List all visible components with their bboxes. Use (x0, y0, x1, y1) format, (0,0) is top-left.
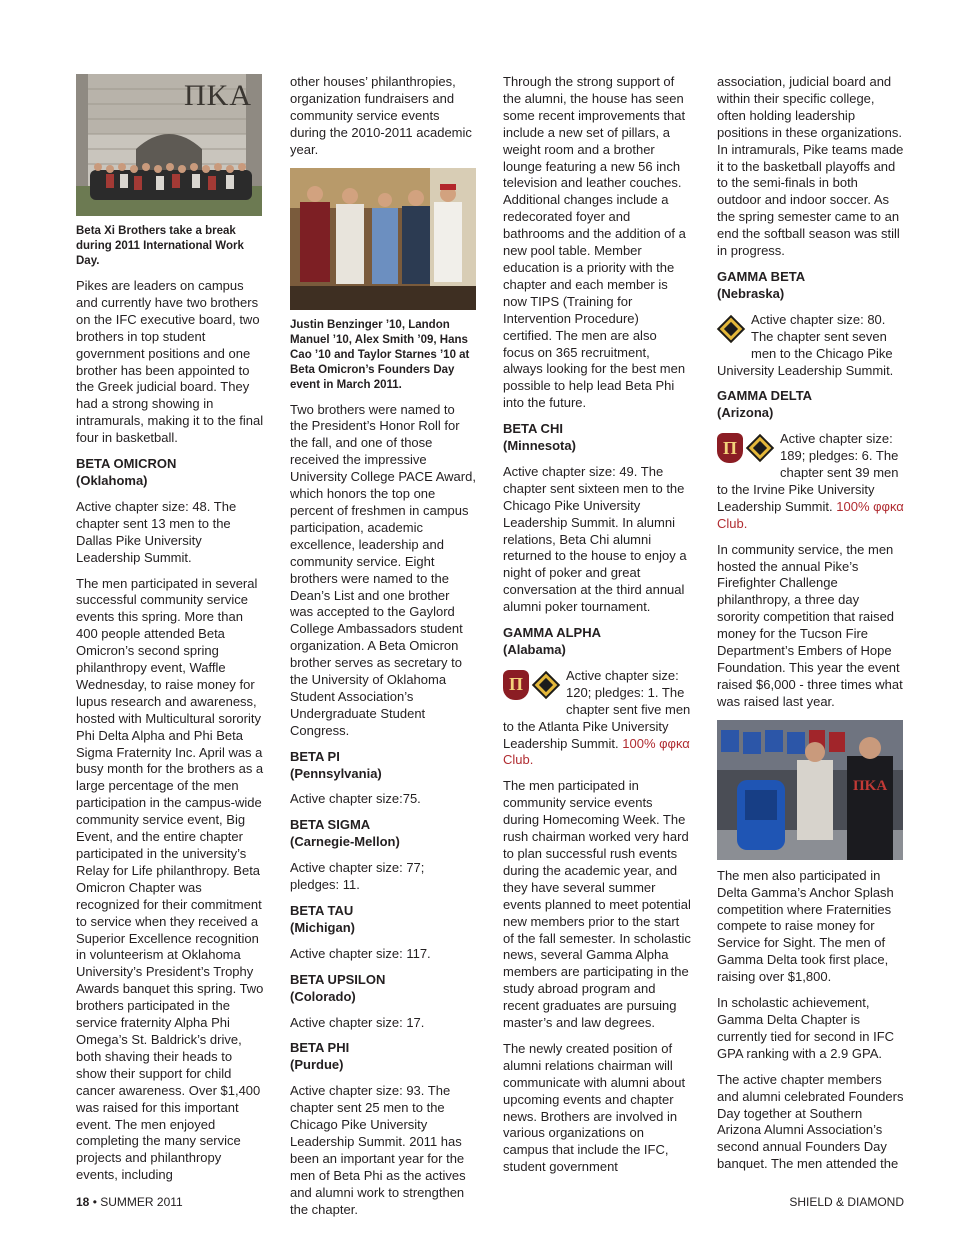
chapter-name: GAMMA DELTA (717, 388, 813, 404)
chapter-text: Active chapter size: 120; pledges: 1. The chapter sent five men to the Atlanta Pike University Leadership Summit. (503, 667, 691, 751)
chapter-heading-beta-pi (290, 749, 476, 783)
chapter-name: BETA TAU (290, 903, 354, 918)
chapter-name: BETA CHI (503, 421, 563, 437)
award-badges (503, 670, 560, 700)
paragraph: Active chapter size: 48. The chapter sent 13 men to the Dallas Pike University Leadership Summit. (76, 498, 237, 565)
chapter-name: BETA PI (290, 748, 340, 764)
photo-shirt-text: ΠΚΑ (853, 777, 888, 794)
diamond-icon (532, 670, 560, 700)
paragraph: association, judicial board and within their specific college, often holding leadership positions in these organizations. In intramurals, Pike teams made it to the basketball playoffs and to the semi-finals in both outdoor and indoor soccer. As the spring semester came to an end the softball season was still in progress. (717, 74, 904, 259)
paragraph: The men participated in community service events during Homecoming Week. The rush chairman worked very hard to plan successful rush events during the academic year, and they have several summer events planned to meet potential new members prior to the start of the fall semester. In scholastic news, several Gamma Alpha members are participating in the study abroad program and recent graduates are pursuing master’s and law degrees. (503, 778, 691, 1031)
paragraph: Active chapter size:75. (290, 791, 421, 807)
page-number: 18 (76, 1195, 90, 1209)
chapter-heading-beta-sigma (290, 817, 476, 851)
diamond-icon (746, 433, 774, 463)
crest-icon: Π (503, 670, 529, 700)
chapter-heading-beta-tau (290, 903, 476, 937)
column-1 (76, 74, 264, 1193)
footer-separator: • (89, 1195, 101, 1209)
chapter-text: Active chapter size: 189; pledges: 6. The chapter sent 39 men to the Irvine Pike University Leadership Summit. (717, 431, 899, 514)
paragraph: Active chapter size: 77; pledges: 11. (290, 860, 425, 893)
chapter-state: (Michigan) (290, 919, 355, 935)
chapter-name: BETA OMICRON (76, 456, 177, 472)
column-4 (717, 74, 905, 1182)
footer-magazine-title: SHIELD & DIAMOND (789, 1195, 904, 1209)
paragraph: Two brothers were named to the President’s Honor Roll for the fall, and one of those received the impressive University College PACE Award, which honors the top one percent of freshmen in campus participation, academic excellence, leadership and community service. Eight brothers were named to the Dean’s List and one brother was accepted to the Gaylord College Ambassadors student organization. A Beta Omicron brother serves as secretary to the University of Oklahoma Student Association’s Undergraduate Student Congress. (290, 401, 476, 738)
chapter-heading-beta-chi (503, 421, 691, 455)
paragraph (717, 312, 905, 380)
club-text: 100% φφκα Club. (717, 498, 904, 531)
paragraph: The active chapter members and alumni celebrated Founders Day together at Southern Arizona Alumni Association’s second annual Founders Day banquet. The men attended the (717, 1071, 904, 1172)
paragraph: The men participated in several successful community service events this spring. More than 400 people attended Beta Omicron’s second spring philanthropy event, Waffle Wednesday, to raise money for lupus research and awareness, hosted with Multicultural sorority Phi Delta Alpha and Phi Beta Sigma Fraternity Inc. April was a busy month for the brothers as a large percentage of the men participation in the campus-wide community service event, Big Event, and the entire chapter participated in the university’s Relay for Life philanthropy. Beta Omicron Chapter was recognized for their commitment to service when they received a Superior Excellence recognition in volunteerism at Oklahoma University’s President’s Trophy Awards banquet this spring. Two brothers participated in the service fraternity Alpha Phi Omega’s St. Baldrick’s drive, both shaving their heads to show their support for child cancer awareness. Over $1,400 was raised for this important event. The men enjoyed completing the many service projects and philanthropy events, including (76, 575, 264, 1183)
chapter-heading-beta-phi (290, 1040, 476, 1074)
paragraph: In community service, the men hosted the annual Pike’s Firefighter Challenge philanthropy, a three day sorority competition that raised money for the Tucson Fire Department’s Embers of Hope Foundation. This year the event raised $6,000 - three times what was raised last year. (717, 541, 903, 709)
photo-caption: Justin Benzinger ’10, Landon Manuel ’10, Alex Smith ’09, Hans Cao ’10 and Taylor Starnes ’10 at Beta Omicron’s Founders Day event in March 2011. (290, 318, 470, 391)
chapter-state: (Minnesota) (503, 438, 576, 454)
chapter-name: GAMMA ALPHA (503, 625, 601, 641)
photo-sign-text: ΠΚΑ (184, 79, 252, 112)
paragraph: Active chapter size: 93. The chapter sent 25 men to the Chicago Pike University Leadership Summit. 2011 has been an important year for the men of Beta Phi as the actives and alumni work to strengthen the chapter. (290, 1083, 466, 1217)
column-2 (290, 74, 476, 1228)
anchor-splash-photo (717, 720, 903, 860)
paragraph: The men also participated in Delta Gamma’s Anchor Splash competition where Fraternities compete to raise money for Service for Sight. The men of Gamma Delta took first place, raising over $1,800. (717, 867, 894, 985)
chapter-text: Active chapter size: 80. The chapter sent seven men to the Chicago Pike University Leadership Summit. (717, 311, 894, 378)
chapter-state: (Carnegie-Mellon) (290, 834, 400, 850)
chapter-state: (Pennsylvania) (290, 765, 382, 781)
issue-label: SUMMER 2011 (100, 1195, 183, 1209)
paragraph: The newly created position of alumni relations chairman will communicate with alumni about upcoming events and chapter news. Brothers are involved in various organizations on campus that include the IFC, student government (503, 1040, 686, 1175)
crest-icon: Π (717, 433, 743, 463)
paragraph: other houses’ philanthropies, organization fundraisers and community service events during the 2010-2011 academic year. (290, 74, 472, 157)
founders-day-photo (290, 168, 476, 310)
chapter-state: (Oklahoma) (76, 472, 148, 488)
chapter-state: (Nebraska) (717, 285, 785, 301)
chapter-state: (Arizona) (717, 405, 774, 421)
paragraph: Active chapter size: 17. (290, 1014, 425, 1030)
photo-graphic (290, 168, 476, 310)
paragraph: Active chapter size: 117. (290, 945, 431, 961)
award-badges (717, 433, 774, 463)
beta-xi-group-photo (76, 74, 262, 216)
chapter-heading-gamma-beta (717, 269, 905, 303)
photo-caption: Beta Xi Brothers take a break during 2011 International Work Day. (76, 225, 244, 267)
paragraph: Pikes are leaders on campus and currently have two brothers on the IFC executive board, two brothers in top student government positions and one brother has been appointed to the Greek judicial board. They had a strong showing in intramurals, making it to the final four in basketball. (76, 278, 264, 446)
chapter-heading-beta-upsilon (290, 972, 476, 1006)
chapter-state: (Colorado) (290, 988, 356, 1004)
chapter-heading-beta-omicron (76, 456, 264, 490)
paragraph (717, 431, 905, 532)
column-3 (503, 74, 691, 1185)
chapter-heading-gamma-delta (717, 388, 905, 422)
paragraph: In scholastic achievement, Gamma Delta Chapter is currently tied for second in IFC GPA ranking with a 2.9 GPA. (717, 995, 895, 1061)
paragraph: Through the strong support of the alumni, the house has seen some recent improvements that include a new set of pillars, a weight room and a brother lounge featuring a new 56 inch television and leather couches. Additional changes include a redecorated foyer and bathrooms and the addition of a new pool table. Member education is a priority with the chapter and each member is now TIPS (Training for Intervention Procedure) certified. The men are also focus on 365 recruitment, always looking for the best men possible to help lead Beta Phi into the future. (503, 74, 686, 411)
chapter-state: (Purdue) (290, 1057, 344, 1073)
paragraph (503, 668, 691, 769)
chapter-state: (Alabama) (503, 642, 566, 657)
chapter-name: BETA UPSILON (290, 971, 386, 987)
chapter-heading-gamma-alpha (503, 625, 691, 659)
chapter-name: BETA PHI (290, 1040, 350, 1056)
award-badges (717, 314, 745, 344)
footer-page-info (76, 1195, 183, 1209)
paragraph: Active chapter size: 49. The chapter sent sixteen men to the Chicago Pike University Leadership Summit. In alumni relations, Beta Chi alumni returned to the house to enjoy a night of poker and great conversation at the third annual alumni poker tournament. (503, 463, 687, 615)
club-text: 100% φφκα Club. (503, 735, 690, 768)
diamond-icon (717, 314, 745, 344)
chapter-name: BETA SIGMA (290, 817, 371, 833)
chapter-name: GAMMA BETA (717, 268, 806, 284)
